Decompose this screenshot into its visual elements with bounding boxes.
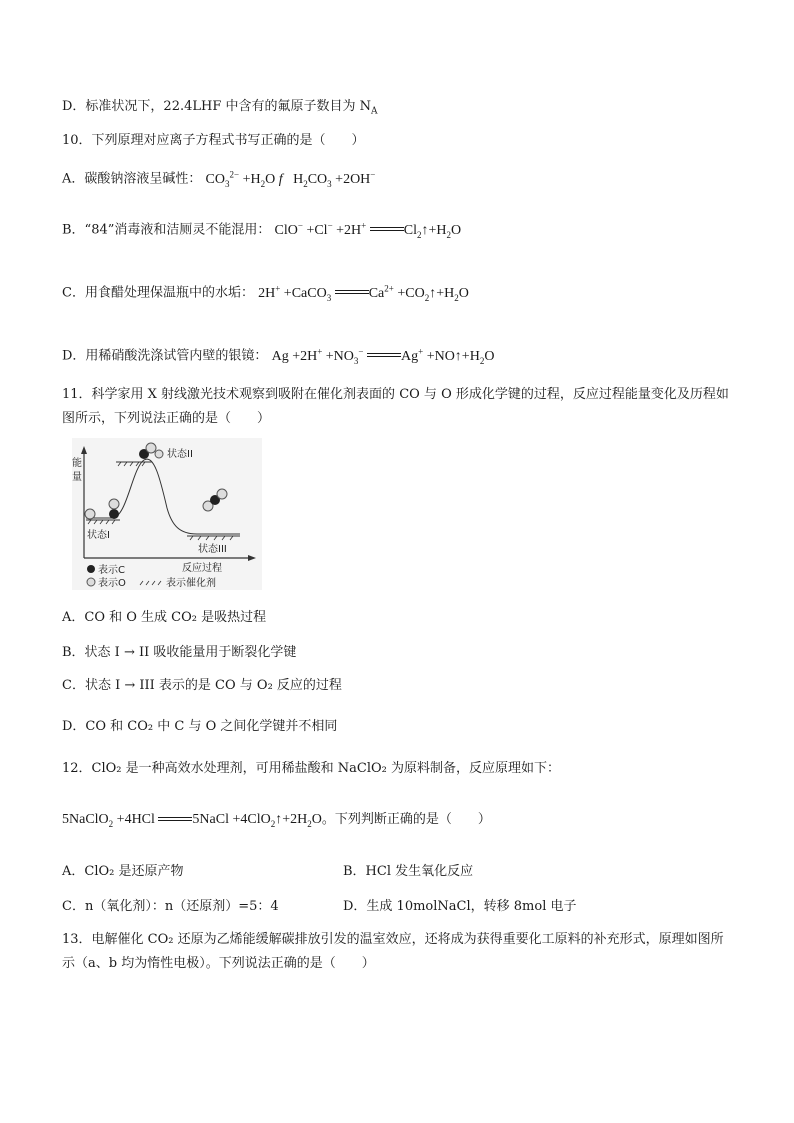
y-axis-label-2: 量 — [72, 472, 82, 483]
legend-carbon-label: 表示C — [98, 565, 125, 576]
q10-option-d-label: D．用稀硝酸洗涤试管内壁的银镜： — [62, 348, 268, 364]
q12-option-a: A．ClO₂ 是还原产物 — [62, 864, 184, 879]
q12-option-d: D．生成 10molNaCl，转移 8mol 电子 — [343, 899, 577, 914]
q12-stem: 12．ClO₂ 是一种高效水处理剂，可用稀盐酸和 NaClO₂ 为原料制备，反应原理如下： — [62, 761, 561, 776]
q10-option-b-equation: ClO− +Cl− +2H+ $Cl_2↑+H_2O$ — [274, 220, 462, 240]
oxygen-atom-state1b — [109, 499, 119, 509]
q11-option-c: C．状态 I → III 表示的是 CO 与 O₂ 反应的过程 — [62, 678, 342, 693]
q10-option-a-equation: $CO_3^{2-} +H_2O$ f $H_2CO_3 +2OH^-$ — [205, 169, 376, 189]
q12-equation-tail: 。下列判断正确的是（ ） — [321, 812, 491, 827]
q12-option-b: B．HCl 发生氧化反应 — [343, 864, 474, 879]
q11-stem: 11．科学家用 X 射线激光技术观察到吸附在催化剂表面的 CO 与 O 形成化学键的过程，反应过程能量变化及历程如图所示，下列说法正确的是（ ） — [62, 387, 729, 426]
state1-label: 状态I — [87, 530, 110, 541]
q11-option-a: A．CO 和 O 生成 CO₂ 是吸热过程 — [62, 610, 267, 625]
legend-oxygen-label: 表示O — [98, 578, 126, 589]
q10-option-c-equation: 2H+ +CaCO$_3$ $Ca^{2+}$ $+CO_2↑+H_2O$ — [258, 283, 469, 303]
q9-option-d-text: D．标准状况下，22.4LHF 中含有的氟原子数目为 N — [62, 99, 371, 114]
q10-option-c — [62, 279, 469, 306]
y-axis-label-1: 能 — [72, 458, 82, 469]
q11-option-d: D．CO 和 CO₂ 中 C 与 O 之间化学键并不相同 — [62, 719, 338, 734]
q13-stem: 13．电解催化 CO₂ 还原为乙烯能缓解碳排放引发的温室效应，还将成为获得重要化工原料的补充形式，原理如图所示（a、b 均为惰性电极）。下列说法正确的是（ ） — [62, 932, 724, 971]
q10-option-d-equation: $Ag +2H^+ +NO_3^-$ $Ag^+ +NO↑+H_2O$ — [271, 346, 495, 366]
x-axis-label: 反应过程 — [182, 563, 222, 574]
q10-option-a — [62, 165, 375, 192]
q11-option-b: B．状态 I → II 吸收能量用于断裂化学键 — [62, 645, 297, 660]
state3-label: 状态III — [198, 544, 227, 555]
oxygen-atom-state3b — [217, 489, 227, 499]
q10-option-c-label: C．用食醋处理保温瓶中的水垢： — [62, 285, 254, 301]
q12-equation-line — [62, 811, 491, 833]
q10-option-b — [62, 216, 461, 243]
carbon-atom-state1 — [109, 509, 119, 519]
q9-option-d — [62, 98, 378, 121]
q12-equation: 5NaClO$_2$ +4HCl 5NaCl $+4ClO_2↑+2H_2O$ — [62, 812, 322, 829]
oxygen-atom-state2 — [146, 443, 156, 453]
legend-catalyst-label: 表示催化剂 — [166, 578, 216, 589]
q10-option-a-label: A．碳酸钠溶液呈碱性： — [62, 171, 202, 187]
q10-option-b-label: B．“84”消毒液和洁厕灵不能混用： — [62, 222, 271, 238]
energy-diagram — [72, 438, 262, 590]
oxygen-atom-state2b — [155, 450, 163, 458]
legend-carbon-icon — [87, 565, 95, 573]
q10-option-d — [62, 342, 494, 369]
state2-label: 状态II — [167, 449, 193, 460]
oxygen-atom-state1 — [85, 509, 95, 519]
q10-stem: 10．下列原理对应离子方程式书写正确的是（ ） — [62, 133, 365, 148]
q12-option-c: C．n（氧化剂）：n（还原剂）=5：4 — [62, 899, 279, 914]
q9-option-d-subscript: A — [371, 106, 378, 117]
legend-oxygen-icon — [87, 578, 95, 586]
